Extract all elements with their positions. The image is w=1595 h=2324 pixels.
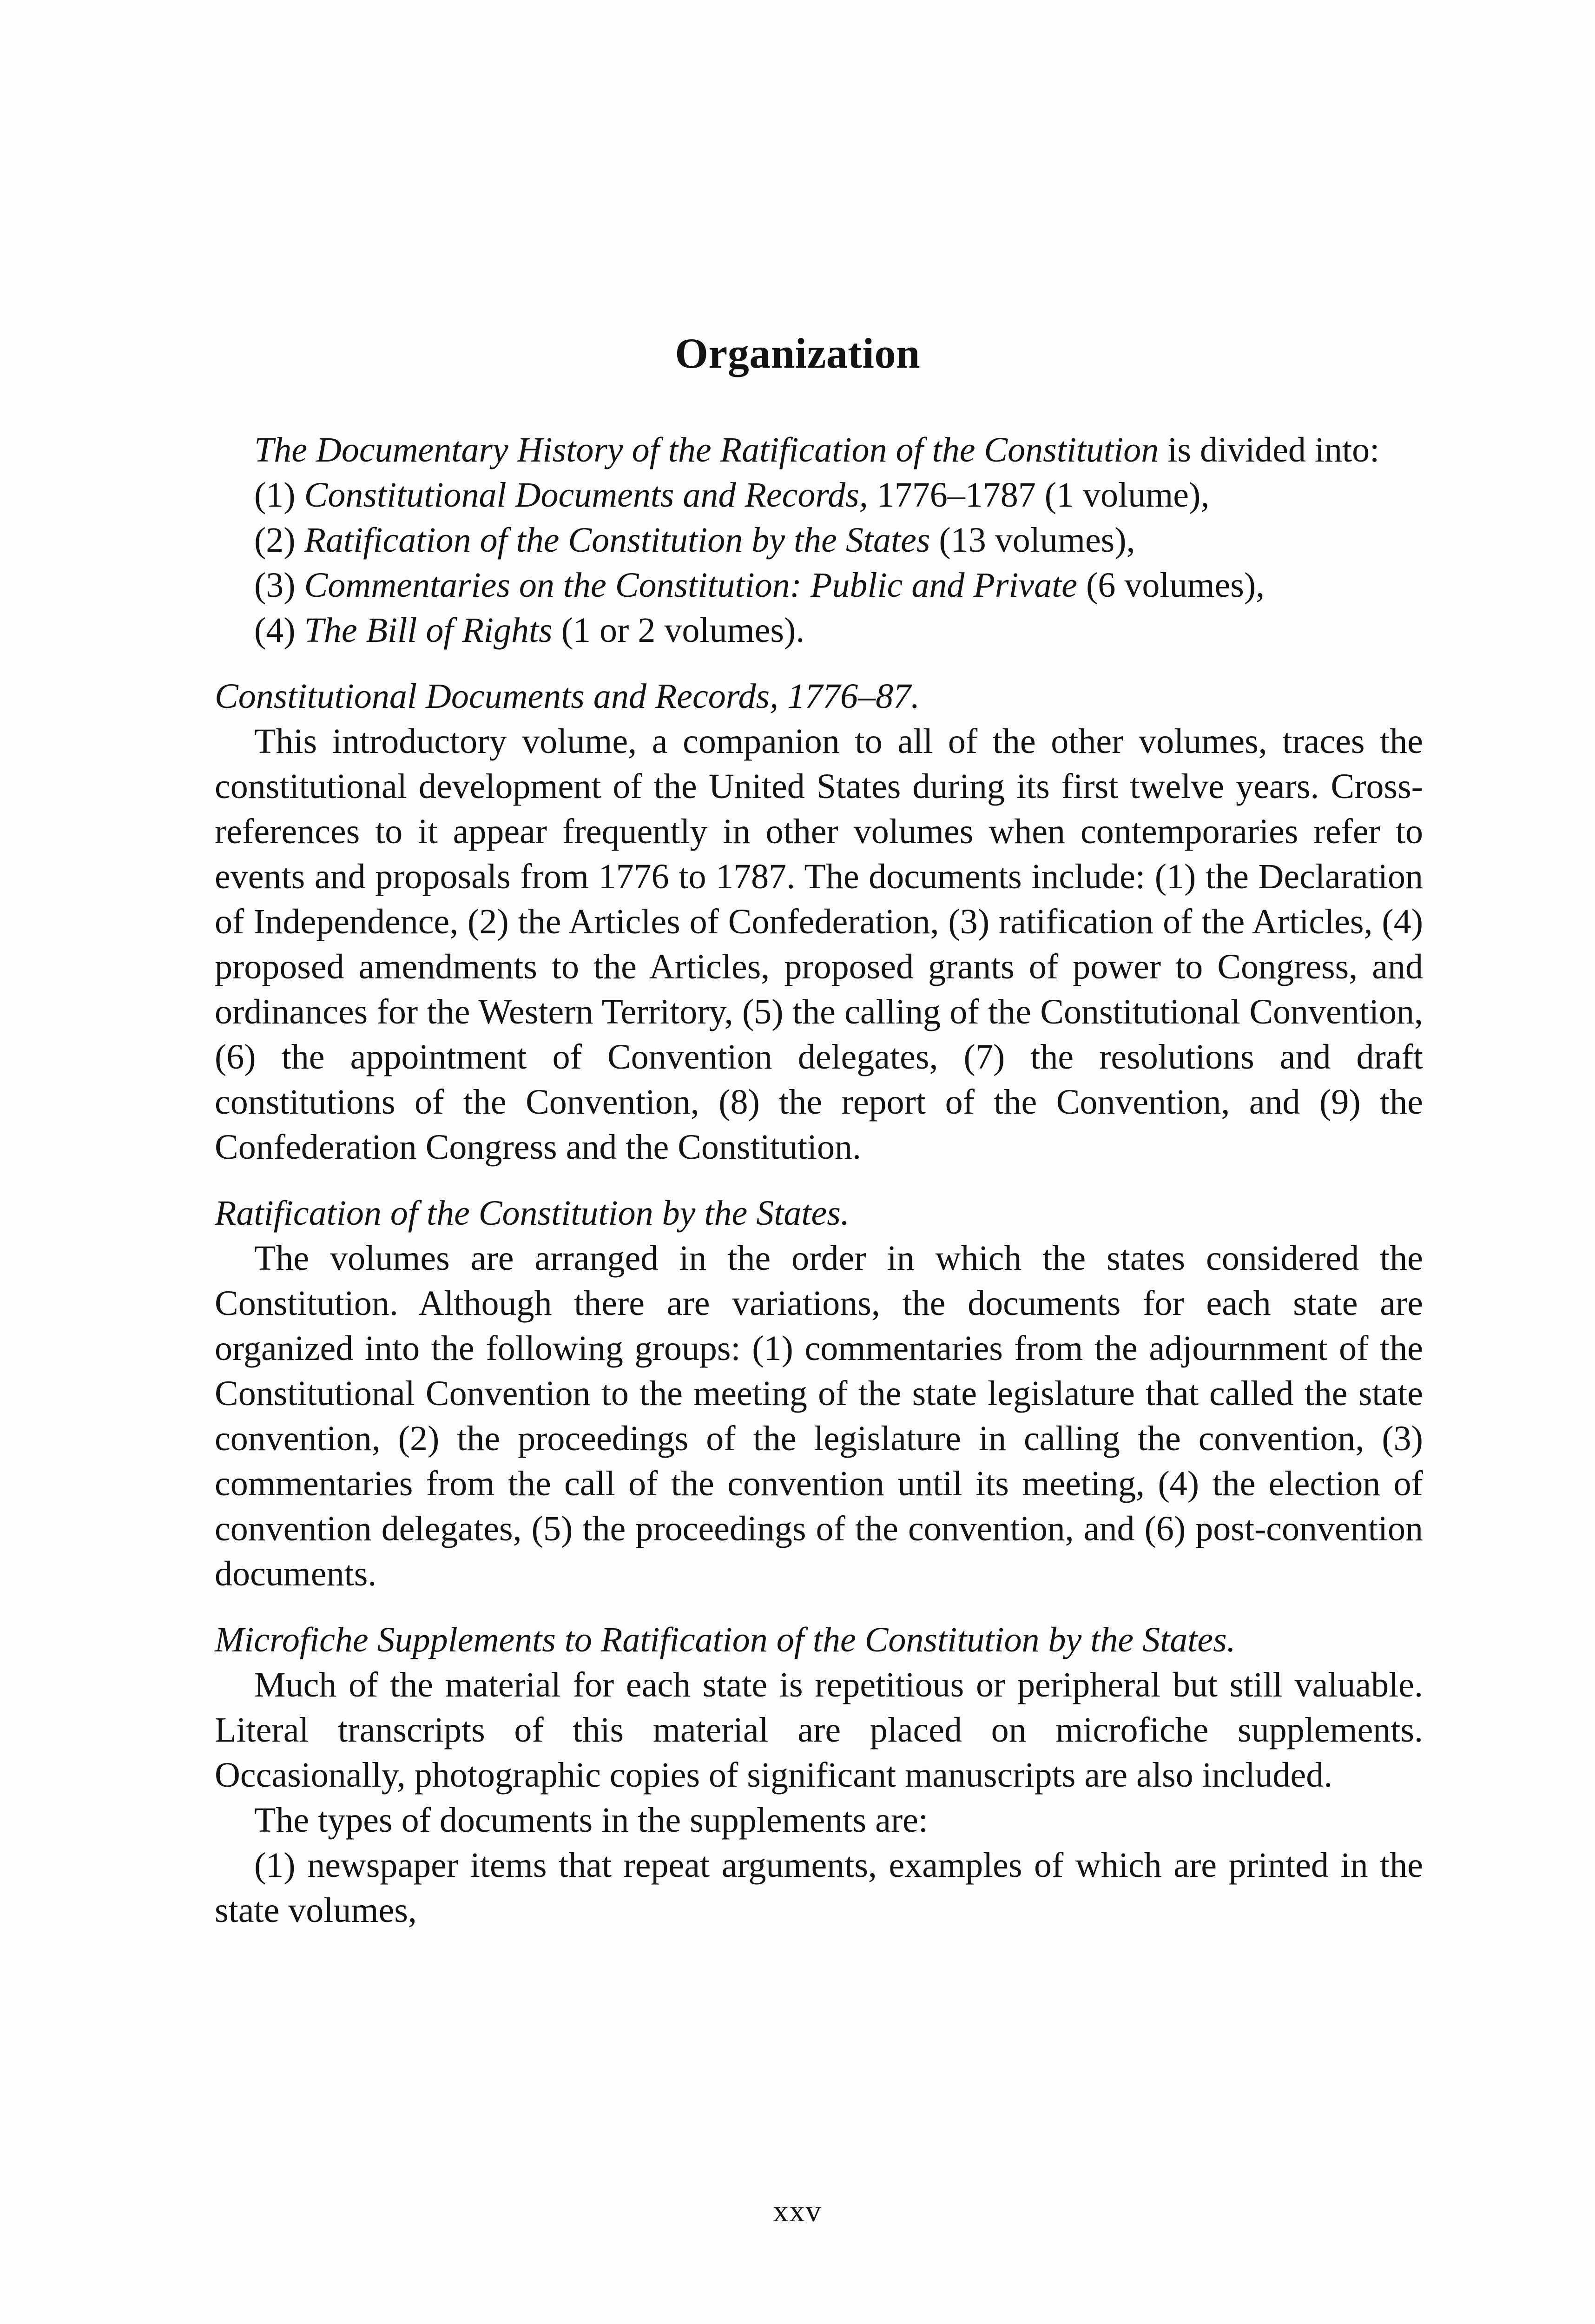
item-detail: (6 volumes), bbox=[1077, 566, 1265, 605]
section-paragraph: Much of the material for each state is repetitious or peripheral but still valuable. Literal transcripts of this material are placed on microfiche supplements. Occasionally, photographic copies of significant manuscripts are also included. bbox=[215, 1665, 1423, 1795]
item-title: Constitutional Documents and Records, bbox=[304, 475, 868, 515]
item-title: Commentaries on the Constitution: Public and Private bbox=[304, 566, 1078, 605]
item-number: (3) bbox=[254, 566, 304, 605]
item-title: Ratification of the Constitution by the States bbox=[304, 521, 930, 560]
section-paragraph: (1) newspaper items that repeat arguments, examples of which are printed in the state volumes, bbox=[215, 1846, 1423, 1930]
intro-paragraph bbox=[215, 428, 1423, 473]
item-number: (1) bbox=[254, 475, 304, 515]
list-item bbox=[215, 473, 1423, 518]
section-paragraph: The types of documents in the supplements are: bbox=[254, 1801, 928, 1840]
intro-lead-text: is divided into: bbox=[1159, 430, 1380, 469]
volume-list bbox=[215, 473, 1423, 653]
item-detail: 1776–1787 (1 volume), bbox=[868, 475, 1210, 515]
item-number: (2) bbox=[254, 521, 304, 560]
page-title: Organization bbox=[675, 330, 920, 377]
item-detail: (13 volumes), bbox=[930, 521, 1135, 560]
section-paragraph: This introductory volume, a companion to all of the other volumes, traces the constitutional development of the United States during its first twelve years. Cross-references to it appear frequently in other volumes when contemporaries refer to events and proposals from 1776 to 1787. The documents include: (1) the Declaration of Independence, (2) the Articles of Confederation, (3) ratification of the Articles, (4) proposed amendments to the Articles, proposed grants of power to Congress, and ordinances for the Western Territory, (5) the calling of the Constitutional Convention, (6) the appointment of Convention delegates, (7) the resolutions and draft constitutions of the Convention, (8) the report of the Convention, and (9) the Confederation Congress and the Constitution. bbox=[215, 722, 1423, 1167]
item-detail: (1 or 2 volumes). bbox=[552, 611, 805, 650]
body-text bbox=[215, 428, 1423, 1933]
intro-work-title: The Documentary History of the Ratification of the Constitution bbox=[254, 430, 1159, 469]
section-paragraph: The volumes are arranged in the order in which the states considered the Constitution. Although there are variations, the documents for each state are organized into the following groups: (1) commentaries from the adjournment of the Constitutional Convention to the meeting of the state legislature that called the state convention, (2) the proceedings of the legislature in calling the convention, (3) commentaries from the call of the convention until its meeting, (4) the election of convention delegates, (5) the proceedings of the convention, and (6) post-convention documents. bbox=[215, 1239, 1423, 1593]
section-heading: Microfiche Supplements to Ratification of the Constitution by the States. bbox=[215, 1620, 1236, 1659]
item-number: (4) bbox=[254, 611, 304, 650]
section-heading: Constitutional Documents and Records, 1776–87. bbox=[215, 677, 920, 716]
section-heading: Ratification of the Constitution by the States. bbox=[215, 1194, 850, 1233]
list-item bbox=[215, 608, 1423, 653]
page-number: xxv bbox=[773, 2194, 822, 2228]
list-item bbox=[215, 563, 1423, 608]
item-title: The Bill of Rights bbox=[304, 611, 553, 650]
list-item bbox=[215, 518, 1423, 563]
